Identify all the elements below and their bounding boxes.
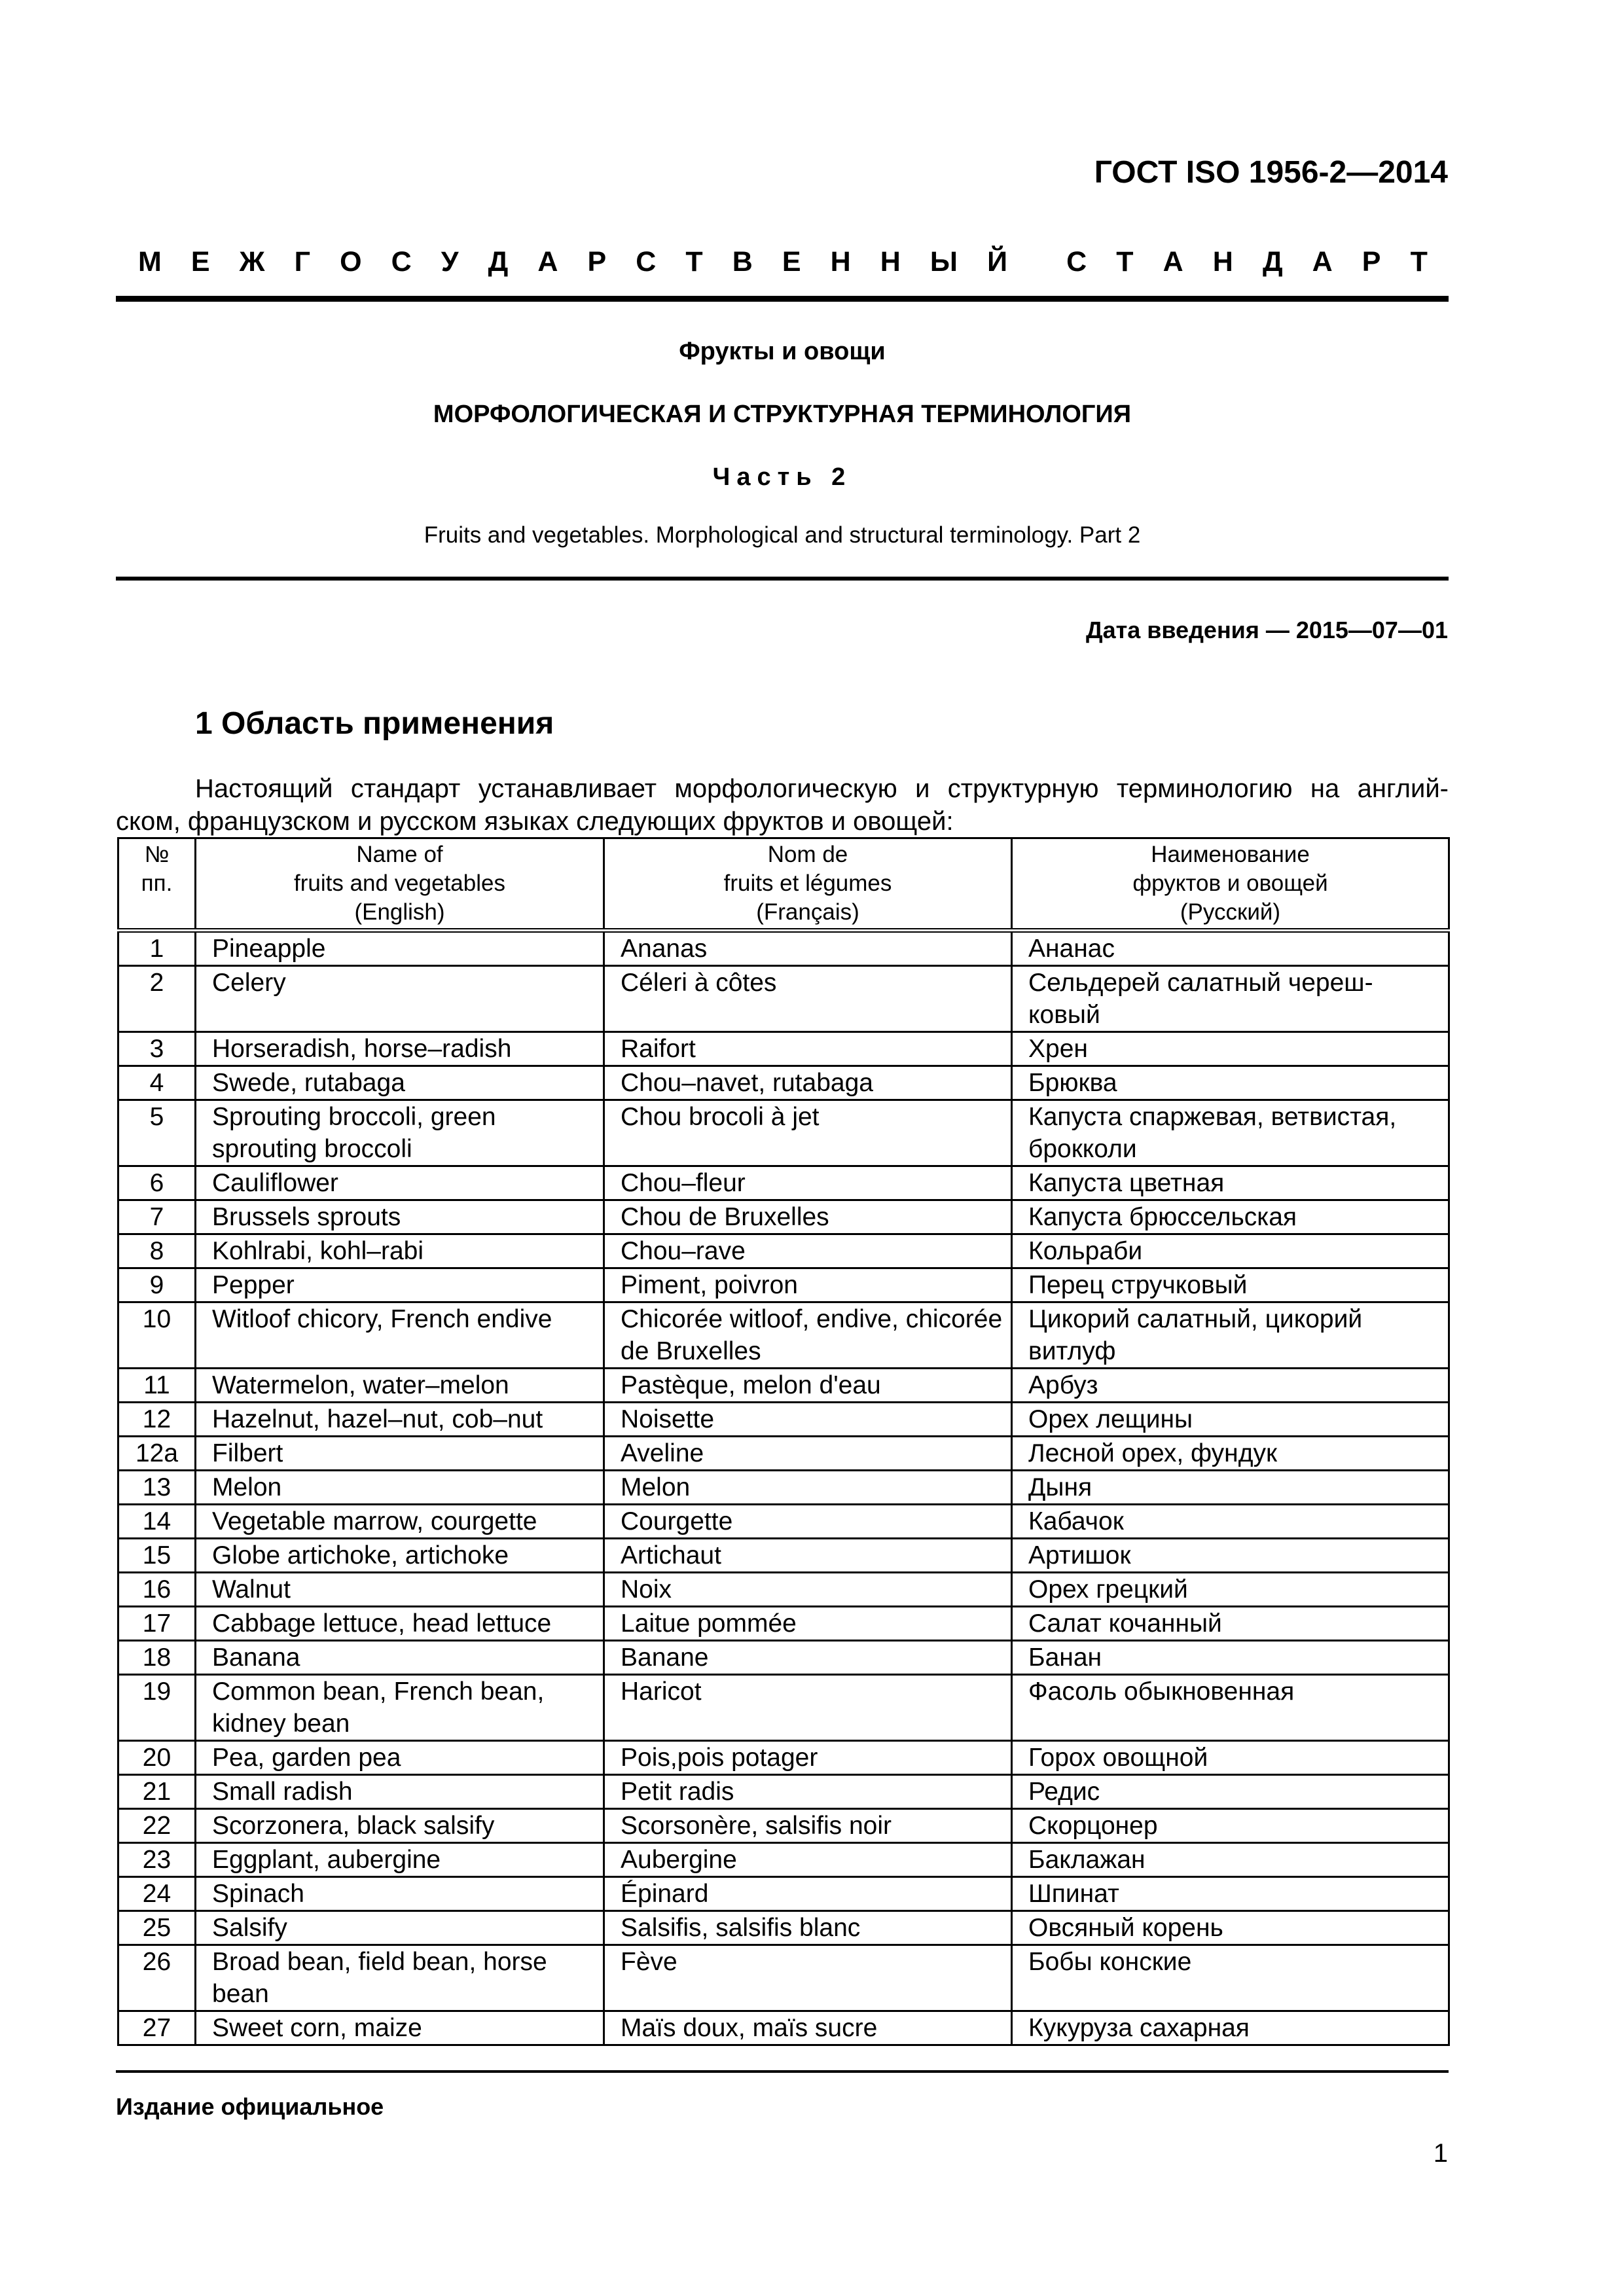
header-french-line: Nom de xyxy=(767,842,848,867)
introduction-date: Дата введения — 2015—07—01 xyxy=(1085,617,1448,643)
english-name: Common bean, French bean, kidney bean xyxy=(196,1675,604,1741)
russian-name: Редис xyxy=(1012,1775,1449,1809)
header-russian-line: фруктов и овощей xyxy=(1132,870,1328,896)
table-row xyxy=(118,1775,1449,1809)
table-row xyxy=(118,2011,1449,2045)
header-number-line: № xyxy=(144,842,170,867)
french-name: Scorsonère, salsifis noir xyxy=(604,1809,1012,1843)
french-name: Haricot xyxy=(604,1675,1012,1741)
french-name: Melon xyxy=(604,1471,1012,1505)
russian-name: Капуста цветная xyxy=(1012,1166,1449,1200)
table-row xyxy=(118,1437,1449,1471)
interstate-letter: Т xyxy=(1410,246,1428,278)
russian-name: Арбуз xyxy=(1012,1369,1449,1403)
russian-name: Артишок xyxy=(1012,1539,1449,1573)
french-name: Noix xyxy=(604,1573,1012,1607)
table-row xyxy=(118,1200,1449,1234)
russian-name: Брюква xyxy=(1012,1066,1449,1100)
table-row xyxy=(118,1675,1449,1741)
french-name: Chou de Bruxelles xyxy=(604,1200,1012,1234)
interstate-letter: Д xyxy=(1262,246,1283,278)
english-name: Watermelon, water–melon xyxy=(196,1369,604,1403)
interstate-letter: С xyxy=(636,246,657,278)
french-name: Banane xyxy=(604,1641,1012,1675)
english-name: Globe artichoke, artichoke xyxy=(196,1539,604,1573)
russian-name: Орех грецкий xyxy=(1012,1573,1449,1607)
french-name: Piment, poivron xyxy=(604,1268,1012,1302)
french-name: Épinard xyxy=(604,1877,1012,1911)
header-russian xyxy=(1012,838,1449,931)
document-title: МОРФОЛОГИЧЕСКАЯ И СТРУКТУРНАЯ ТЕРМИНОЛОГИЯ xyxy=(433,401,1132,428)
row-number: 15 xyxy=(118,1539,196,1573)
interstate-letter: Н xyxy=(1212,246,1233,278)
row-number: 4 xyxy=(118,1066,196,1100)
interstate-letter: Г xyxy=(294,246,311,278)
interstate-letter: Н xyxy=(880,246,901,278)
russian-name: Фасоль обыкновенная xyxy=(1012,1675,1449,1741)
interstate-letter: А xyxy=(1312,246,1333,278)
russian-name: Кольраби xyxy=(1012,1234,1449,1268)
table-row xyxy=(118,966,1449,1032)
interstate-letter: М xyxy=(138,246,162,278)
row-number: 23 xyxy=(118,1843,196,1877)
french-name: Céleri à côtes xyxy=(604,966,1012,1032)
russian-name: Шпинат xyxy=(1012,1877,1449,1911)
interstate-letter: С xyxy=(1066,246,1087,278)
footer-divider xyxy=(116,2070,1449,2073)
russian-name: Капуста брюссельская xyxy=(1012,1200,1449,1234)
table-row xyxy=(118,1877,1449,1911)
interstate-letter: Т xyxy=(1116,246,1134,278)
interstate-letter: Р xyxy=(587,246,607,278)
table-body xyxy=(118,931,1449,2045)
interstate-standard-heading xyxy=(138,246,1428,278)
row-number: 1 xyxy=(118,931,196,966)
russian-name: Банан xyxy=(1012,1641,1449,1675)
row-number: 3 xyxy=(118,1032,196,1066)
french-name: Chou–rave xyxy=(604,1234,1012,1268)
english-name: Pea, garden pea xyxy=(196,1741,604,1775)
english-name: Brussels sprouts xyxy=(196,1200,604,1234)
header-english-line: fruits and vegetables xyxy=(294,870,505,896)
french-name: Raifort xyxy=(604,1032,1012,1066)
interstate-letter: Т xyxy=(685,246,703,278)
header-russian-line: (Русский) xyxy=(1180,899,1281,925)
english-name: Salsify xyxy=(196,1911,604,1945)
russian-name: Капуста спаржевая, ветвистая, брокколи xyxy=(1012,1100,1449,1166)
table-row xyxy=(118,1369,1449,1403)
table-row xyxy=(118,1403,1449,1437)
table-row xyxy=(118,1166,1449,1200)
russian-name: Салат кочанный xyxy=(1012,1607,1449,1641)
scope-paragraph xyxy=(116,772,1449,838)
header-russian-line: Наименование xyxy=(1151,842,1310,867)
english-name: Walnut xyxy=(196,1573,604,1607)
table-row xyxy=(118,1741,1449,1775)
russian-name: Ананас xyxy=(1012,931,1449,966)
english-name: Banana xyxy=(196,1641,604,1675)
title-divider xyxy=(116,577,1449,581)
french-name: Chou–navet, rutabaga xyxy=(604,1066,1012,1100)
french-name: Chou–fleur xyxy=(604,1166,1012,1200)
russian-name: Скорцонер xyxy=(1012,1809,1449,1843)
row-number: 27 xyxy=(118,2011,196,2045)
table-row xyxy=(118,1302,1449,1369)
interstate-letter: Й xyxy=(987,246,1007,278)
russian-name: Лесной орех, фундук xyxy=(1012,1437,1449,1471)
row-number: 21 xyxy=(118,1775,196,1809)
table-row xyxy=(118,1911,1449,1945)
interstate-letter: А xyxy=(537,246,558,278)
french-name: Pastèque, melon d'eau xyxy=(604,1369,1012,1403)
row-number: 6 xyxy=(118,1166,196,1200)
english-name: Cabbage lettuce, head lettuce xyxy=(196,1607,604,1641)
interstate-letter: В xyxy=(732,246,753,278)
table-row xyxy=(118,1607,1449,1641)
english-name: Pineapple xyxy=(196,931,604,966)
french-name: Ananas xyxy=(604,931,1012,966)
table-row xyxy=(118,1945,1449,2011)
interstate-letter: Ы xyxy=(929,246,958,278)
english-name: Melon xyxy=(196,1471,604,1505)
table-row xyxy=(118,1066,1449,1100)
english-title: Fruits and vegetables. Morphological and structural terminology. Part 2 xyxy=(424,522,1141,548)
french-name: Courgette xyxy=(604,1505,1012,1539)
english-name: Hazelnut, hazel–nut, cob–nut xyxy=(196,1403,604,1437)
english-name: Vegetable marrow, courgette xyxy=(196,1505,604,1539)
table-row xyxy=(118,1573,1449,1607)
row-number: 13 xyxy=(118,1471,196,1505)
row-number: 12 xyxy=(118,1403,196,1437)
header-french-line: fruits et légumes xyxy=(723,870,892,896)
row-number: 22 xyxy=(118,1809,196,1843)
interstate-letter: Е xyxy=(782,246,801,278)
english-name: Pepper xyxy=(196,1268,604,1302)
table-row xyxy=(118,931,1449,966)
russian-name: Бобы конские xyxy=(1012,1945,1449,2011)
interstate-letter: У xyxy=(441,246,459,278)
english-name: Scorzonera, black salsify xyxy=(196,1809,604,1843)
english-name: Horseradish, horse–radish xyxy=(196,1032,604,1066)
table-row xyxy=(118,1539,1449,1573)
interstate-letter: Ж xyxy=(239,246,265,278)
russian-name: Сельдерей салатный череш-ковый xyxy=(1012,966,1449,1032)
french-name: Aubergine xyxy=(604,1843,1012,1877)
russian-name: Хрен xyxy=(1012,1032,1449,1066)
french-name: Laitue pommée xyxy=(604,1607,1012,1641)
row-number: 8 xyxy=(118,1234,196,1268)
french-name: Salsifis, salsifis blanc xyxy=(604,1911,1012,1945)
table-row xyxy=(118,1471,1449,1505)
interstate-letter: Е xyxy=(190,246,210,278)
interstate-letter: Н xyxy=(830,246,851,278)
french-name: Aveline xyxy=(604,1437,1012,1471)
official-edition-note: Издание официальное xyxy=(116,2093,384,2120)
russian-name: Баклажан xyxy=(1012,1843,1449,1877)
english-name: Witloof chicory, French endive xyxy=(196,1302,604,1369)
row-number: 5 xyxy=(118,1100,196,1166)
row-number: 17 xyxy=(118,1607,196,1641)
header-number-line: пп. xyxy=(141,870,173,896)
french-name: Chicorée witloof, endive, chicorée de Bruxelles xyxy=(604,1302,1012,1369)
english-name: Spinach xyxy=(196,1877,604,1911)
table-header-row xyxy=(118,838,1449,931)
table-row xyxy=(118,1843,1449,1877)
table-row xyxy=(118,1100,1449,1166)
english-name: Broad bean, field bean, horse bean xyxy=(196,1945,604,2011)
french-name: Artichaut xyxy=(604,1539,1012,1573)
header-french-line: (Français) xyxy=(756,899,859,925)
row-number: 7 xyxy=(118,1200,196,1234)
header-number xyxy=(118,838,196,931)
terminology-table xyxy=(117,837,1450,2046)
row-number: 11 xyxy=(118,1369,196,1403)
document-subject: Фрукты и овощи xyxy=(679,338,886,365)
interstate-letter: О xyxy=(340,246,362,278)
russian-name: Цикорий салатный, цикорий витлуф xyxy=(1012,1302,1449,1369)
english-name: Filbert xyxy=(196,1437,604,1471)
russian-name: Горох овощной xyxy=(1012,1741,1449,1775)
interstate-letter: С xyxy=(391,246,412,278)
row-number: 2 xyxy=(118,966,196,1032)
interstate-letter: А xyxy=(1163,246,1183,278)
french-name: Pois,pois potager xyxy=(604,1741,1012,1775)
english-name: Swede, rutabaga xyxy=(196,1066,604,1100)
row-number: 19 xyxy=(118,1675,196,1741)
document-part: Часть 2 xyxy=(712,463,852,491)
header-english-line: Name of xyxy=(356,842,443,867)
interstate-letter: Р xyxy=(1362,246,1381,278)
french-name: Fève xyxy=(604,1945,1012,2011)
table-row xyxy=(118,1809,1449,1843)
table-row xyxy=(118,1032,1449,1066)
table-row xyxy=(118,1505,1449,1539)
header-english xyxy=(196,838,604,931)
english-name: Sprouting broccoli, green sprouting broccoli xyxy=(196,1100,604,1166)
row-number: 16 xyxy=(118,1573,196,1607)
english-name: Celery xyxy=(196,966,604,1032)
russian-name: Перец стручковый xyxy=(1012,1268,1449,1302)
document-code: ГОСТ ISO 1956-2—2014 xyxy=(1094,155,1448,190)
french-name: Chou brocoli à jet xyxy=(604,1100,1012,1166)
russian-name: Кукуруза сахарная xyxy=(1012,2011,1449,2045)
scope-paragraph-line-2: ском, французском и русском языках следующих фруктов и овощей: xyxy=(116,807,954,836)
interstate-letter: Д xyxy=(488,246,509,278)
row-number: 26 xyxy=(118,1945,196,2011)
row-number: 18 xyxy=(118,1641,196,1675)
row-number: 20 xyxy=(118,1741,196,1775)
english-name: Cauliflower xyxy=(196,1166,604,1200)
header-english-line: (English) xyxy=(354,899,445,925)
english-name: Eggplant, aubergine xyxy=(196,1843,604,1877)
row-number: 10 xyxy=(118,1302,196,1369)
english-name: Kohlrabi, kohl–rabi xyxy=(196,1234,604,1268)
table-row xyxy=(118,1234,1449,1268)
row-number: 12а xyxy=(118,1437,196,1471)
english-name: Small radish xyxy=(196,1775,604,1809)
header-french xyxy=(604,838,1012,931)
russian-name: Дыня xyxy=(1012,1471,1449,1505)
french-name: Noisette xyxy=(604,1403,1012,1437)
table-row xyxy=(118,1641,1449,1675)
french-name: Maïs doux, maïs sucre xyxy=(604,2011,1012,2045)
page-number: 1 xyxy=(1433,2139,1448,2168)
row-number: 25 xyxy=(118,1911,196,1945)
english-name: Sweet corn, maize xyxy=(196,2011,604,2045)
row-number: 14 xyxy=(118,1505,196,1539)
russian-name: Овсяный корень xyxy=(1012,1911,1449,1945)
french-name: Petit radis xyxy=(604,1775,1012,1809)
row-number: 24 xyxy=(118,1877,196,1911)
section-heading: 1 Область применения xyxy=(195,706,554,741)
table-row xyxy=(118,1268,1449,1302)
top-divider xyxy=(116,296,1449,302)
russian-name: Кабачок xyxy=(1012,1505,1449,1539)
scope-paragraph-line-1: Настоящий стандарт устанавливает морфологическую и структурную терминологию на англий- xyxy=(195,774,1449,803)
russian-name: Орех лещины xyxy=(1012,1403,1449,1437)
row-number: 9 xyxy=(118,1268,196,1302)
